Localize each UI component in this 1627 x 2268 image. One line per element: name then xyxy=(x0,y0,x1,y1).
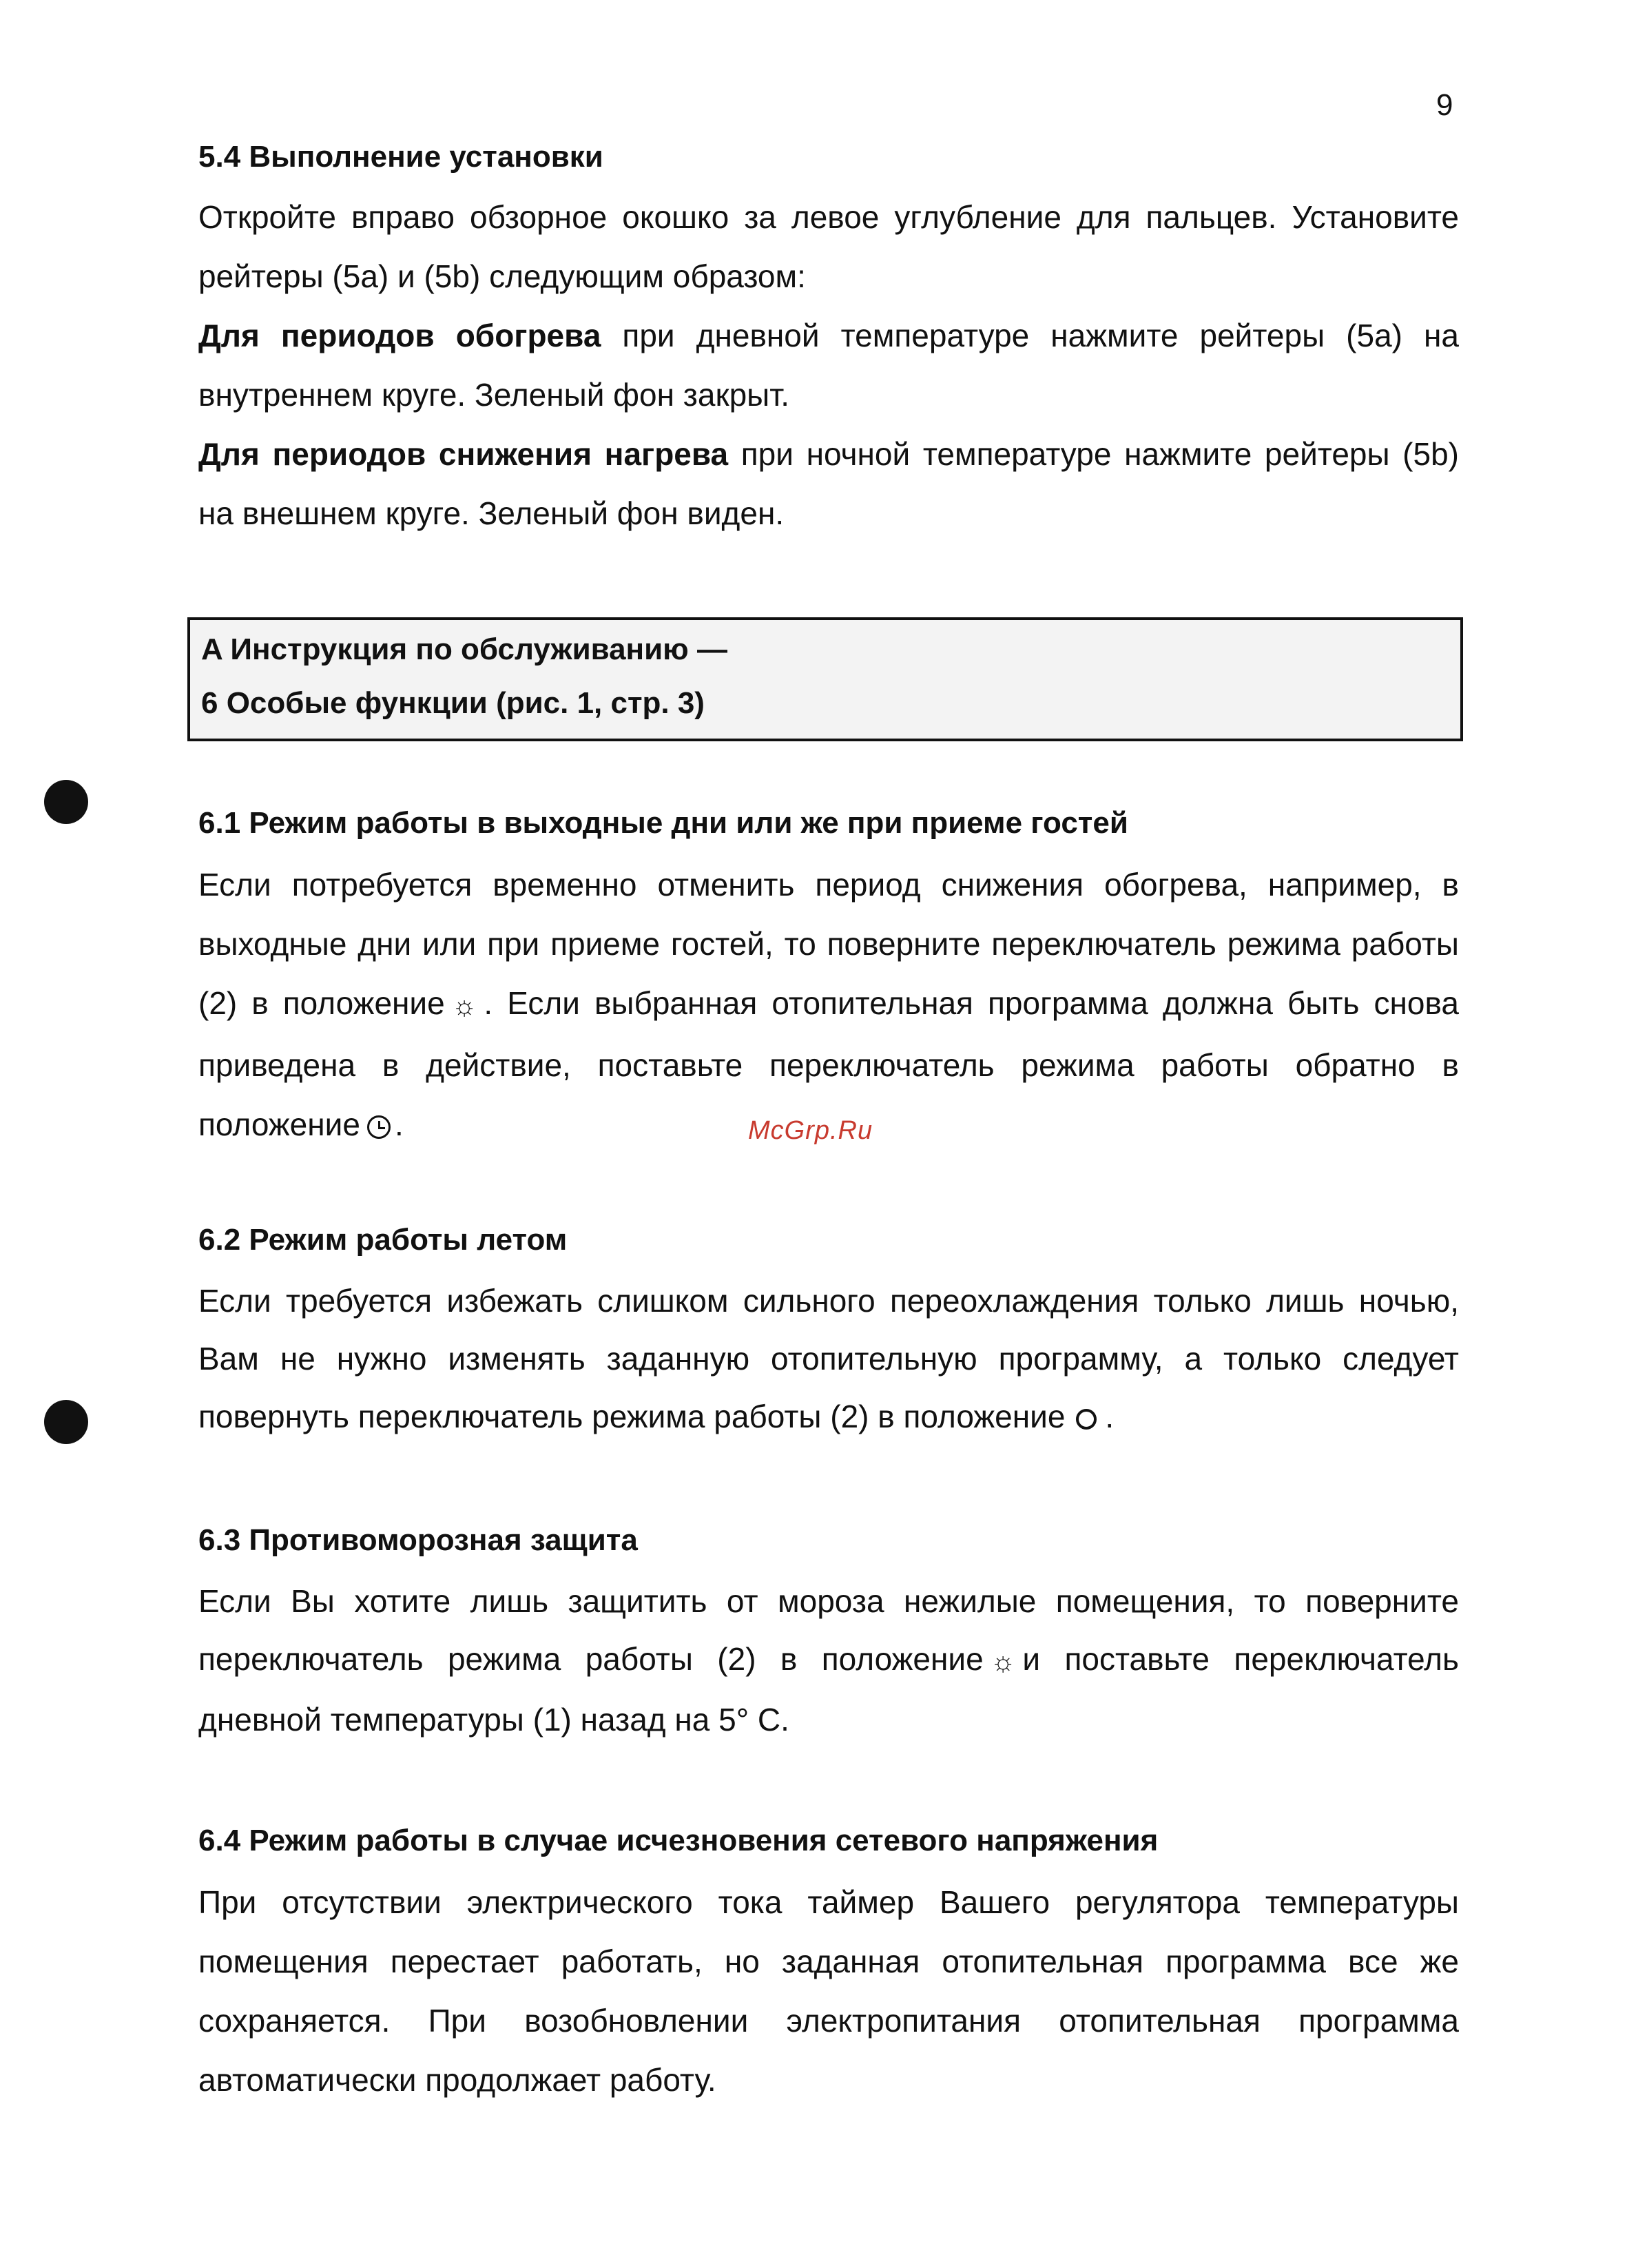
chapter-title: A Инструкция по обслуживанию — xyxy=(201,632,727,666)
bold-phrase: Для периодов обогрева xyxy=(198,318,601,353)
paragraph xyxy=(198,306,1459,424)
page-number: 9 xyxy=(1436,88,1453,122)
paragraph-text: при ночной температуре нажмите рейтеры (5b) на внешнем круге. Зеленый фон виден. xyxy=(198,436,1459,531)
section-6-4 xyxy=(198,1820,1459,2110)
moon-icon xyxy=(1076,1409,1097,1430)
paragraph xyxy=(198,1272,1459,1445)
paragraph-text: при дневной температуре нажмите рейтеры (5a) на внутреннем круге. Зеленый фон закрыт. xyxy=(198,318,1459,413)
chapter-subtitle: 6 Особые функции (рис. 1, стр. 3) xyxy=(201,686,705,720)
paragraph: Откройте вправо обзорное окошко за левое углубление для пальцев. Установите рейтеры (5a) и (5b) следующим образом: xyxy=(198,199,1459,294)
chapter-header-box xyxy=(187,617,1463,741)
section-heading: 6.1 Режим работы в выходные дни или же при приеме гостей xyxy=(198,806,1128,840)
paragraph-text: . xyxy=(394,1106,404,1142)
clock-icon xyxy=(367,1115,391,1139)
paragraph-text: и поставьте переключатель дневной температуры (1) назад на 5° C. xyxy=(198,1641,1459,1738)
section-heading: 6.4 Режим работы в случае исчезновения сетевого напряжения xyxy=(198,1824,1159,1857)
section-6-1 xyxy=(198,803,1459,1154)
section-6-3 xyxy=(198,1520,1459,1749)
section-heading: 6.3 Противоморозная защита xyxy=(198,1523,638,1557)
paragraph-text: . xyxy=(1105,1399,1115,1434)
paragraph xyxy=(198,424,1459,543)
paragraph-text: Если требуется избежать слишком сильного переохлаждения только лишь ночью, Вам не нужно изменять заданную отопительную программу, а только следует повернуть переключатель режима работы (2) в положение xyxy=(198,1283,1459,1434)
section-heading: 5.4 Выполнение установки xyxy=(198,140,603,174)
bullet-mark xyxy=(44,780,88,824)
section-heading: 6.2 Режим работы летом xyxy=(198,1223,568,1257)
section-6-2 xyxy=(198,1219,1459,1445)
paragraph-text: Если Вы хотите лишь защитить от мороза нежилые помещения, то поверните переключатель режима работы (2) в положение xyxy=(198,1583,1459,1677)
watermark: McGrp.Ru xyxy=(748,1116,873,1145)
paragraph: При отсутствии электрического тока таймер Вашего регулятора температуры помещения перестает работать, но заданная отопительная программа все же сохраняется. При возобновлении электропитания отопительная программа автоматически продолжает работу. xyxy=(198,1884,1459,2098)
paragraph-text: Если потребуется временно отменить период снижения обогрева, например, в выходные дни или при приеме гостей, то поверните переключатель режима работы (2) в положение xyxy=(198,867,1459,1021)
section-5-4 xyxy=(198,136,1459,543)
sun-icon: ☼ xyxy=(451,990,477,1021)
bullet-mark xyxy=(44,1400,88,1444)
paragraph xyxy=(198,855,1459,1154)
bold-phrase: Для периодов снижения нагрева xyxy=(198,436,729,472)
paragraph-text: . Если выбранная отопительная программа должна быть снова приведена в действие, поставьте переключатель режима работы обратно в положение xyxy=(198,985,1459,1142)
paragraph xyxy=(198,1572,1459,1749)
sun-icon: ☼ xyxy=(990,1646,1016,1677)
